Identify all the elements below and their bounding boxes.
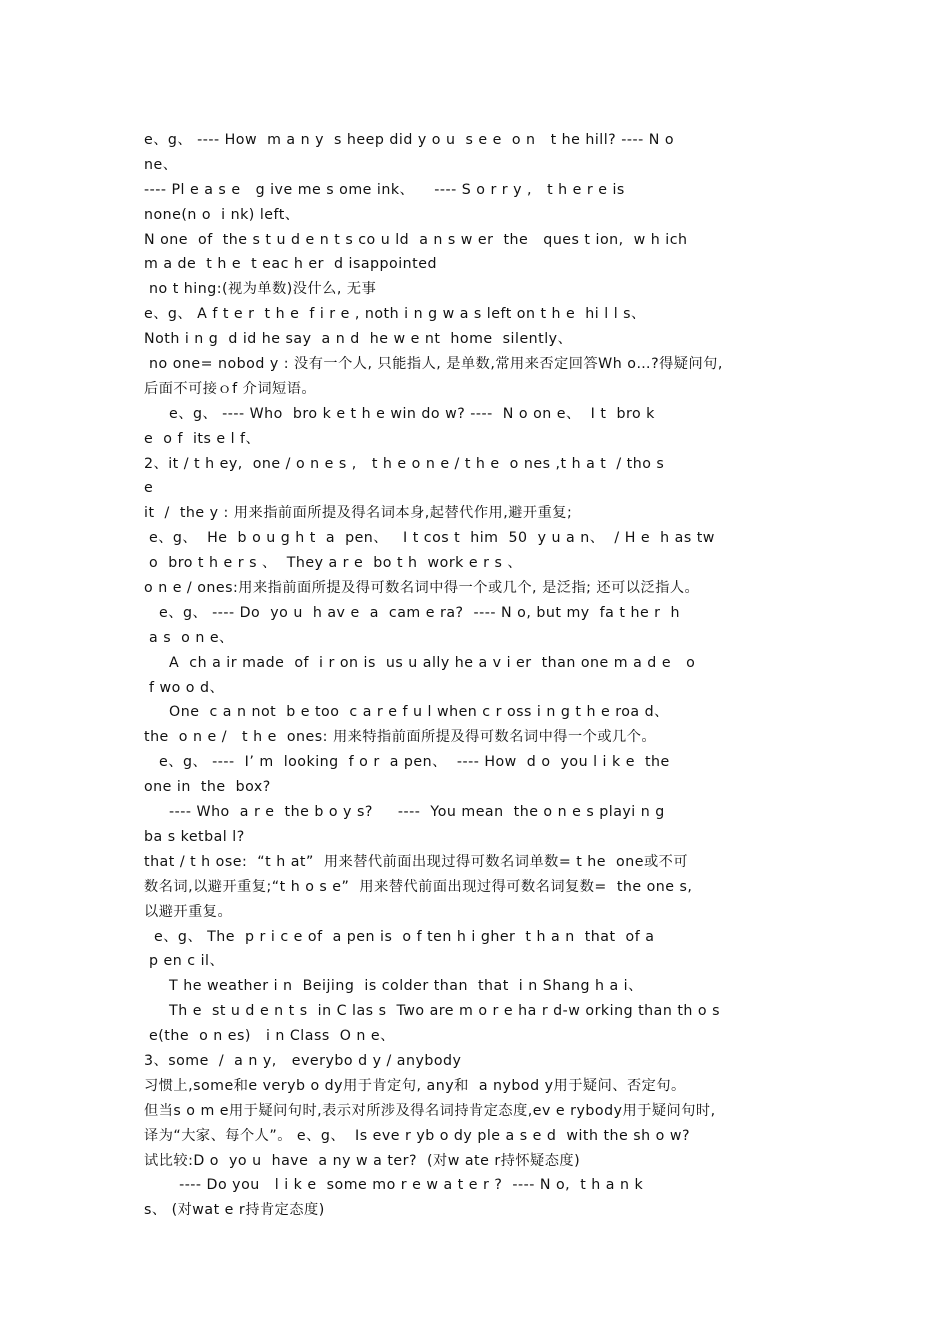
- text-line: 试比较:D o yo u have a ny w a ter? (对w ate r持怀疑态度): [144, 1152, 581, 1169]
- text-line: One c a n not b e too c a r e f u l when c r oss i n g t h e roa d、: [144, 704, 669, 721]
- text-line: 译为“大家、每个人”。 e、g、 Is eve r yb o dy ple a s e d with the sh o w?: [144, 1127, 691, 1144]
- text-line: none(n o i nk) left、: [144, 206, 300, 223]
- text-line: 习惯上,some和e veryb o dy用于肯定句, any和 a nybod y用于疑问、否定句。: [144, 1077, 686, 1094]
- text-line: e、g、 The p r i c e of a pen is o f ten h i gher t h a n that of a: [144, 928, 655, 945]
- text-line: one in the box?: [144, 779, 271, 796]
- text-line: e、g、 He b o u g h t a pen、 I t cos t him 50 y u a n、 / H e h as tw: [144, 530, 715, 547]
- text-line: e、g、 ---- Do yo u h av e a cam e ra? ---- N o, but my fa t he r h: [144, 604, 681, 621]
- text-line: 但当s o m e用于疑问句时,表示对所涉及得名词持肯定态度,ev e rybody用于疑问句时,: [144, 1102, 716, 1119]
- text-line: ---- Do you l i k e some mo r e w a t e r ? ---- N o, t h a n k: [144, 1177, 644, 1194]
- text-line: ba s ketbal l?: [144, 828, 245, 845]
- text-line: m a de t h e t eac h er d isappointed: [144, 256, 437, 273]
- text-line: e、g、 ---- I’ m looking f o r a pen、 ---- How d o you l i k e the: [144, 754, 670, 771]
- document-body: [144, 128, 824, 1223]
- text-line: Noth i n g d id he say a n d he w e nt home silently、: [144, 331, 573, 348]
- text-line: e、g、 ---- Who bro k e t h e win do w? ---- N o on e、 I t bro k: [144, 405, 655, 422]
- text-line: Th e st u d e n t s in C las s Two are m o r e ha r d-w orking than th o s: [144, 1003, 720, 1020]
- text-line: ---- Pl e a s e g ive me s ome ink、 ---- S o r r y , t h e r e is: [144, 181, 625, 198]
- text-line: that / t h ose: “t h at” 用来替代前面出现过得可数名词单数= t he one或不可: [144, 853, 689, 870]
- text-line: f wo o d、: [144, 679, 225, 696]
- text-line: ne、: [144, 156, 178, 173]
- text-line: 后面不可接ｏf 介词短语。: [144, 380, 317, 397]
- text-line: e(the o n es) i n Class O n e、: [144, 1028, 395, 1045]
- text-line: e、g、 A f t e r t h e f i r e , noth i n g w a s left on t h e hi l l s、: [144, 306, 646, 323]
- text-line: it / the y : 用来指前面所提及得名词本身,起替代作用,避开重复;: [144, 505, 573, 522]
- text-line: no t hing:(视为单数)没什么, 无事: [144, 281, 377, 298]
- text-line: e: [144, 480, 154, 497]
- text-line: ---- Who a r e the b o y s? ---- You mean the o n e s playi n g: [144, 804, 665, 821]
- text-line: o n e / ones:用来指前面所提及得可数名词中得一个或几个, 是泛指; 还可以泛指人。: [144, 580, 700, 597]
- text-line: 2、it / t h ey, one / o n e s , t h e o n e / t h e o nes ,t h a t / tho s: [144, 455, 665, 472]
- text-line: the o n e / t h e ones: 用来特指前面所提及得可数名词中得一个或几个。: [144, 729, 657, 746]
- text-line: p en c il、: [144, 953, 225, 970]
- text-line: 数名词,以避开重复;“t h o s e” 用来替代前面出现过得可数名词复数= the one s,: [144, 878, 693, 895]
- text-line: A ch a ir made of i r on is us u ally he a v i er than one m a d e o: [144, 654, 696, 671]
- text-line: e o f its e l f、: [144, 430, 261, 447]
- text-line: 3、some / a n y, everybo d y / anybody: [144, 1052, 462, 1069]
- text-line: s、 (对wat e r持肯定态度): [144, 1202, 325, 1219]
- text-line: T he weather i n Beijing is colder than that i n Shang h a i、: [144, 978, 643, 995]
- text-line: N one of the s t u d e n t s co u ld a n s w er the ques t ion, w h ich: [144, 231, 688, 248]
- text-line: 以避开重复。: [144, 903, 233, 920]
- text-line: e、g、 ---- How m a n y s heep did y o u s e e o n t he hill? ---- N o: [144, 132, 675, 148]
- text-line: o bro t h e r s 、 They a r e bo t h work e r s 、: [144, 555, 523, 572]
- text-line: no one= nobod y : 没有一个人, 只能指人, 是单数,常用来否定回答Wh o…?得疑问句,: [144, 356, 723, 373]
- text-line: a s o n e、: [144, 629, 234, 646]
